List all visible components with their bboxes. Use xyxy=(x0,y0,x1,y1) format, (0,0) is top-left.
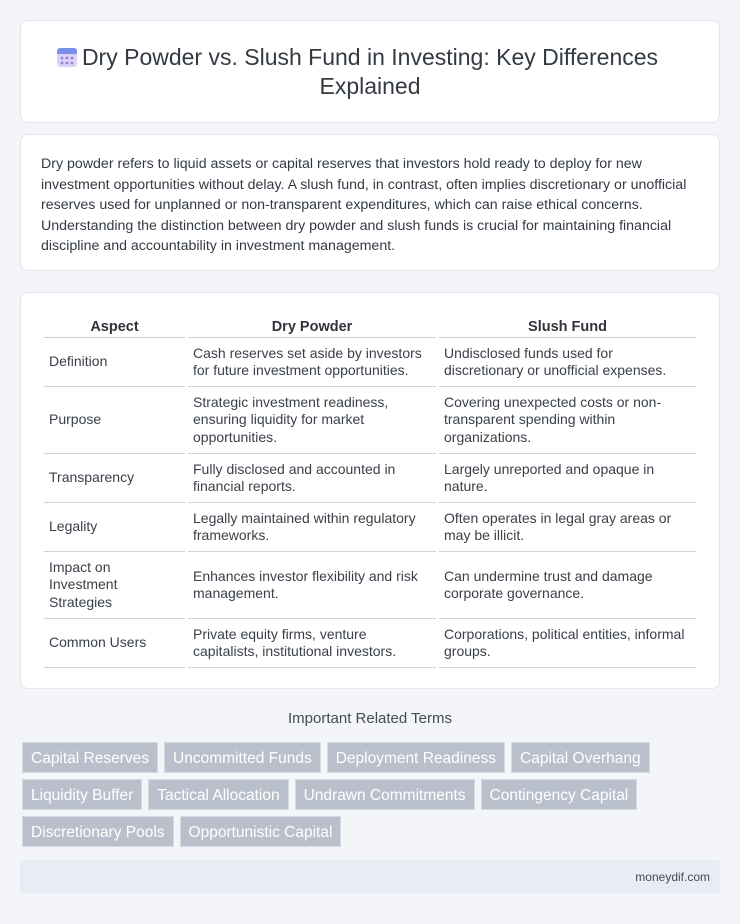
related-term-tag[interactable]: Undrawn Commitments xyxy=(295,779,475,810)
related-term-tag[interactable]: Liquidity Buffer xyxy=(22,779,142,810)
comparison-table xyxy=(41,316,699,668)
header-card xyxy=(20,20,720,123)
dry-powder-cell: Legally maintained within regulatory frameworks. xyxy=(188,503,436,552)
related-term-tag[interactable]: Opportunistic Capital xyxy=(180,816,342,847)
related-term-tag[interactable]: Capital Overhang xyxy=(511,742,650,773)
related-term-tag[interactable]: Tactical Allocation xyxy=(148,779,288,810)
page-title: Dry Powder vs. Slush Fund in Investing: Key Differences Explained xyxy=(81,44,659,99)
related-term-tag[interactable]: Uncommitted Funds xyxy=(164,742,321,773)
header-slush-fund: Slush Fund xyxy=(439,316,696,338)
table-row xyxy=(44,387,696,454)
intro-card xyxy=(20,134,720,271)
table-row xyxy=(44,454,696,503)
aspect-cell: Definition xyxy=(44,338,185,387)
slush-fund-cell: Undisclosed funds used for discretionary or unofficial expenses. xyxy=(439,338,696,387)
table-row xyxy=(44,338,696,387)
aspect-cell: Impact on Investment Strategies xyxy=(44,552,185,619)
slush-fund-cell: Largely unreported and opaque in nature. xyxy=(439,454,696,503)
aspect-cell: Purpose xyxy=(44,387,185,454)
footer xyxy=(20,860,720,894)
comparison-table-card xyxy=(20,292,720,689)
related-terms-list xyxy=(22,742,712,853)
related-term-tag[interactable]: Contingency Capital xyxy=(481,779,638,810)
intro-paragraph: Dry powder refers to liquid assets or capital reserves that investors hold ready to deploy for new investment opportunities without delay. A slush fund, in contrast, often implies discretionary or unofficial reserves used for unplanned or non-transparent expenditures, which can raise ethical concerns. Understanding the distinction between dry powder and slush funds is crucial for maintaining financial discipline and accountability in investment management. xyxy=(41,156,687,254)
aspect-cell: Common Users xyxy=(44,619,185,668)
footer-site-link[interactable]: moneydif.com xyxy=(635,870,710,884)
slush-fund-cell: Can undermine trust and damage corporate governance. xyxy=(439,552,696,619)
slush-fund-cell: Covering unexpected costs or non-transparent spending within organizations. xyxy=(439,387,696,454)
header-aspect: Aspect xyxy=(44,316,185,338)
dry-powder-cell: Cash reserves set aside by investors for future investment opportunities. xyxy=(188,338,436,387)
slush-fund-cell: Corporations, political entities, informal groups. xyxy=(439,619,696,668)
aspect-cell: Legality xyxy=(44,503,185,552)
related-term-tag[interactable]: Discretionary Pools xyxy=(22,816,174,847)
dry-powder-cell: Fully disclosed and accounted in financial reports. xyxy=(188,454,436,503)
aspect-cell: Transparency xyxy=(44,454,185,503)
table-row xyxy=(44,552,696,619)
dry-powder-cell: Private equity firms, venture capitalists, institutional investors. xyxy=(188,619,436,668)
dry-powder-cell: Strategic investment readiness, ensuring liquidity for market opportunities. xyxy=(188,387,436,454)
related-term-tag[interactable]: Capital Reserves xyxy=(22,742,158,773)
related-terms-title: Important Related Terms xyxy=(288,710,452,727)
dry-powder-cell: Enhances investor flexibility and risk management. xyxy=(188,552,436,619)
table-header-row xyxy=(44,316,696,338)
slush-fund-cell: Often operates in legal gray areas or may be illicit. xyxy=(439,503,696,552)
related-term-tag[interactable]: Deployment Readiness xyxy=(327,742,505,773)
header-dry-powder: Dry Powder xyxy=(188,316,436,338)
table-row xyxy=(44,619,696,668)
table-row xyxy=(44,503,696,552)
